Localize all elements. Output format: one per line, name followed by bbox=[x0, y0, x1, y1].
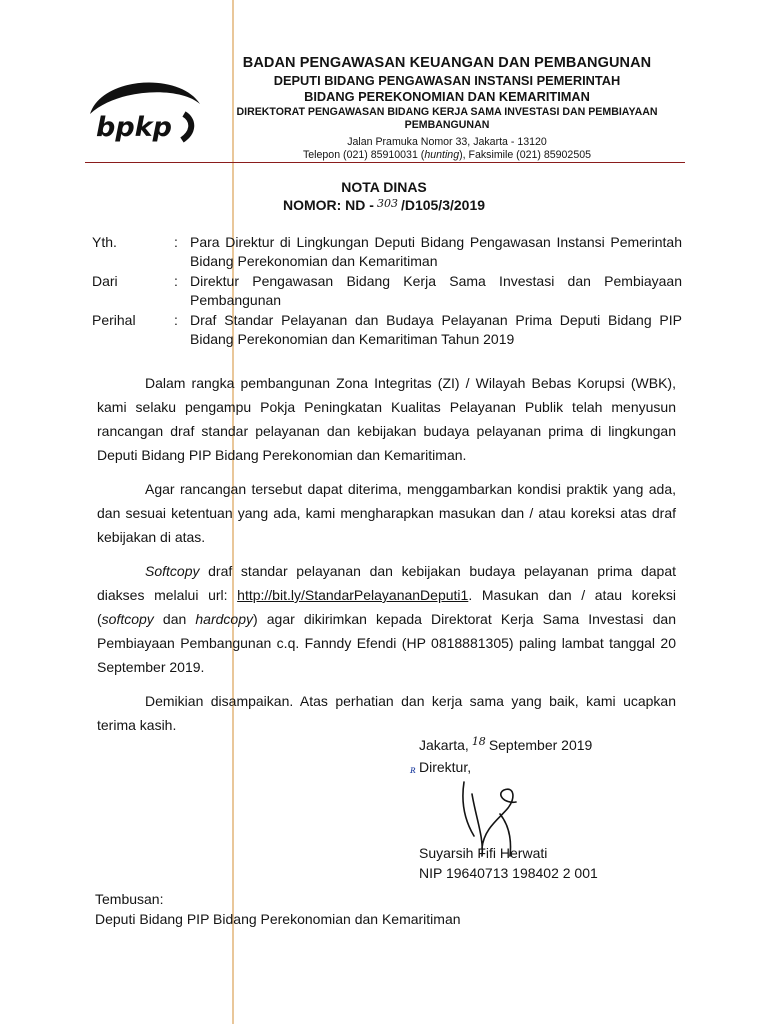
org-name: BADAN PENGAWASAN KEUANGAN DAN PEMBANGUNAN bbox=[242, 55, 652, 71]
logo-bracket bbox=[182, 114, 191, 140]
handwritten-number: 303 bbox=[376, 197, 398, 211]
field-recipient: Yth. : Para Direktur di Lingkungan Deputi Bidang Pengawasan Instansi Pemerintah Bidang Perekonomian dan Kemaritiman bbox=[92, 234, 682, 269]
org-deputy: DEPUTI BIDANG PENGAWASAN INSTANSI PEMERINTAH bbox=[273, 73, 621, 89]
paraf-initial: ʀ bbox=[410, 765, 416, 776]
paragraph-3: Softcopy draf standar pelayanan dan kebijakan budaya pelayanan prima dapat diakses melalui url: http://bit.ly/StandarPelayananDeputi1. Masukan dan / atau koreksi (softcopy dan hardcopy) agar dikirimkan kepada Direktorat Kerja Sama Investasi dan Pembiayaan Pembangunan c.q. Fanndy Efendi (HP 0818881305) paling lambat tanggal 20 September 2019. bbox=[97, 563, 676, 675]
cc-label: Tembusan: bbox=[95, 891, 164, 907]
memo-title bbox=[0, 178, 768, 214]
paragraph-1: Dalam rangka pembangunan Zona Integritas (ZI) / Wilayah Bebas Korupsi (WBK), kami selaku pengampu Pokja Peningkatan Kualitas Pelayanan Publik telah menyusun rancangan draf standar pelayanan dan kebijakan budaya pelayanan prima di lingkungan Deputi Bidang PIP Bidang Perekonomian dan Kemaritiman. bbox=[97, 375, 676, 463]
letterhead-divider bbox=[85, 162, 685, 163]
signer-nip: NIP 19640713 198402 2 001 bbox=[419, 865, 598, 881]
signature-block bbox=[419, 735, 592, 777]
carbon-copy bbox=[95, 889, 461, 929]
bpkp-logo bbox=[84, 70, 204, 150]
signer-role: Direktur, bbox=[419, 759, 472, 775]
draft-url-link[interactable]: http://bit.ly/StandarPelayananDeputi1 bbox=[237, 587, 469, 603]
memo-header-fields bbox=[92, 233, 682, 350]
field-sender: Dari : Direktur Pengawasan Bidang Kerja Sama Investasi dan Pembiayaan Pembangunan bbox=[92, 273, 682, 308]
paragraph-2: Agar rancangan tersebut dapat diterima, menggambarkan kondisi praktik yang ada, dan sesuai ketentuan yang ada, kami mengharapkan masukan dan / atau koreksi atas draf kebijakan di atas. bbox=[97, 481, 676, 545]
paragraph-4: Demikian disampaikan. Atas perhatian dan kerja sama yang baik, kami ucapkan terima kasih. bbox=[97, 693, 676, 733]
handwritten-day: 18 bbox=[471, 735, 486, 748]
org-directorate: DIREKTORAT PENGAWASAN BIDANG KERJA SAMA INVESTASI DAN PEMBIAYAAN bbox=[236, 106, 658, 119]
org-address: Jalan Pramuka Nomor 33, Jakarta - 13120 bbox=[347, 136, 547, 149]
org-phone: Telepon (021) 85910031 (hunting), Faksimile (021) 85902505 bbox=[302, 149, 591, 162]
signer-name: Suyarsih Fifi Herwati bbox=[419, 845, 548, 861]
org-field: BIDANG PEREKONOMIAN DAN KEMARITIMAN bbox=[304, 88, 590, 104]
letterhead bbox=[214, 55, 680, 162]
cc-recipient: Deputi Bidang PIP Bidang Perekonomian dan Kemaritiman bbox=[95, 911, 461, 927]
logo-swoosh bbox=[90, 82, 200, 114]
signer-details bbox=[419, 843, 598, 883]
field-subject: Perihal : Draf Standar Pelayanan dan Budaya Pelayanan Prima Deputi Bidang PIP Bidang Perekonomian dan Kemaritiman Tahun 2019 bbox=[92, 312, 682, 347]
signature-date: Jakarta, $^{18}$ September 2019 bbox=[419, 735, 593, 753]
memo-heading: NOTA DINAS bbox=[341, 179, 427, 195]
org-directorate-cont: PEMBANGUNAN bbox=[404, 118, 490, 131]
memo-body bbox=[97, 371, 676, 747]
memo-number: NOMOR: ND - $^{303}$ /D105/3/2019 bbox=[282, 197, 486, 214]
logo-text: bpkp bbox=[96, 112, 172, 143]
